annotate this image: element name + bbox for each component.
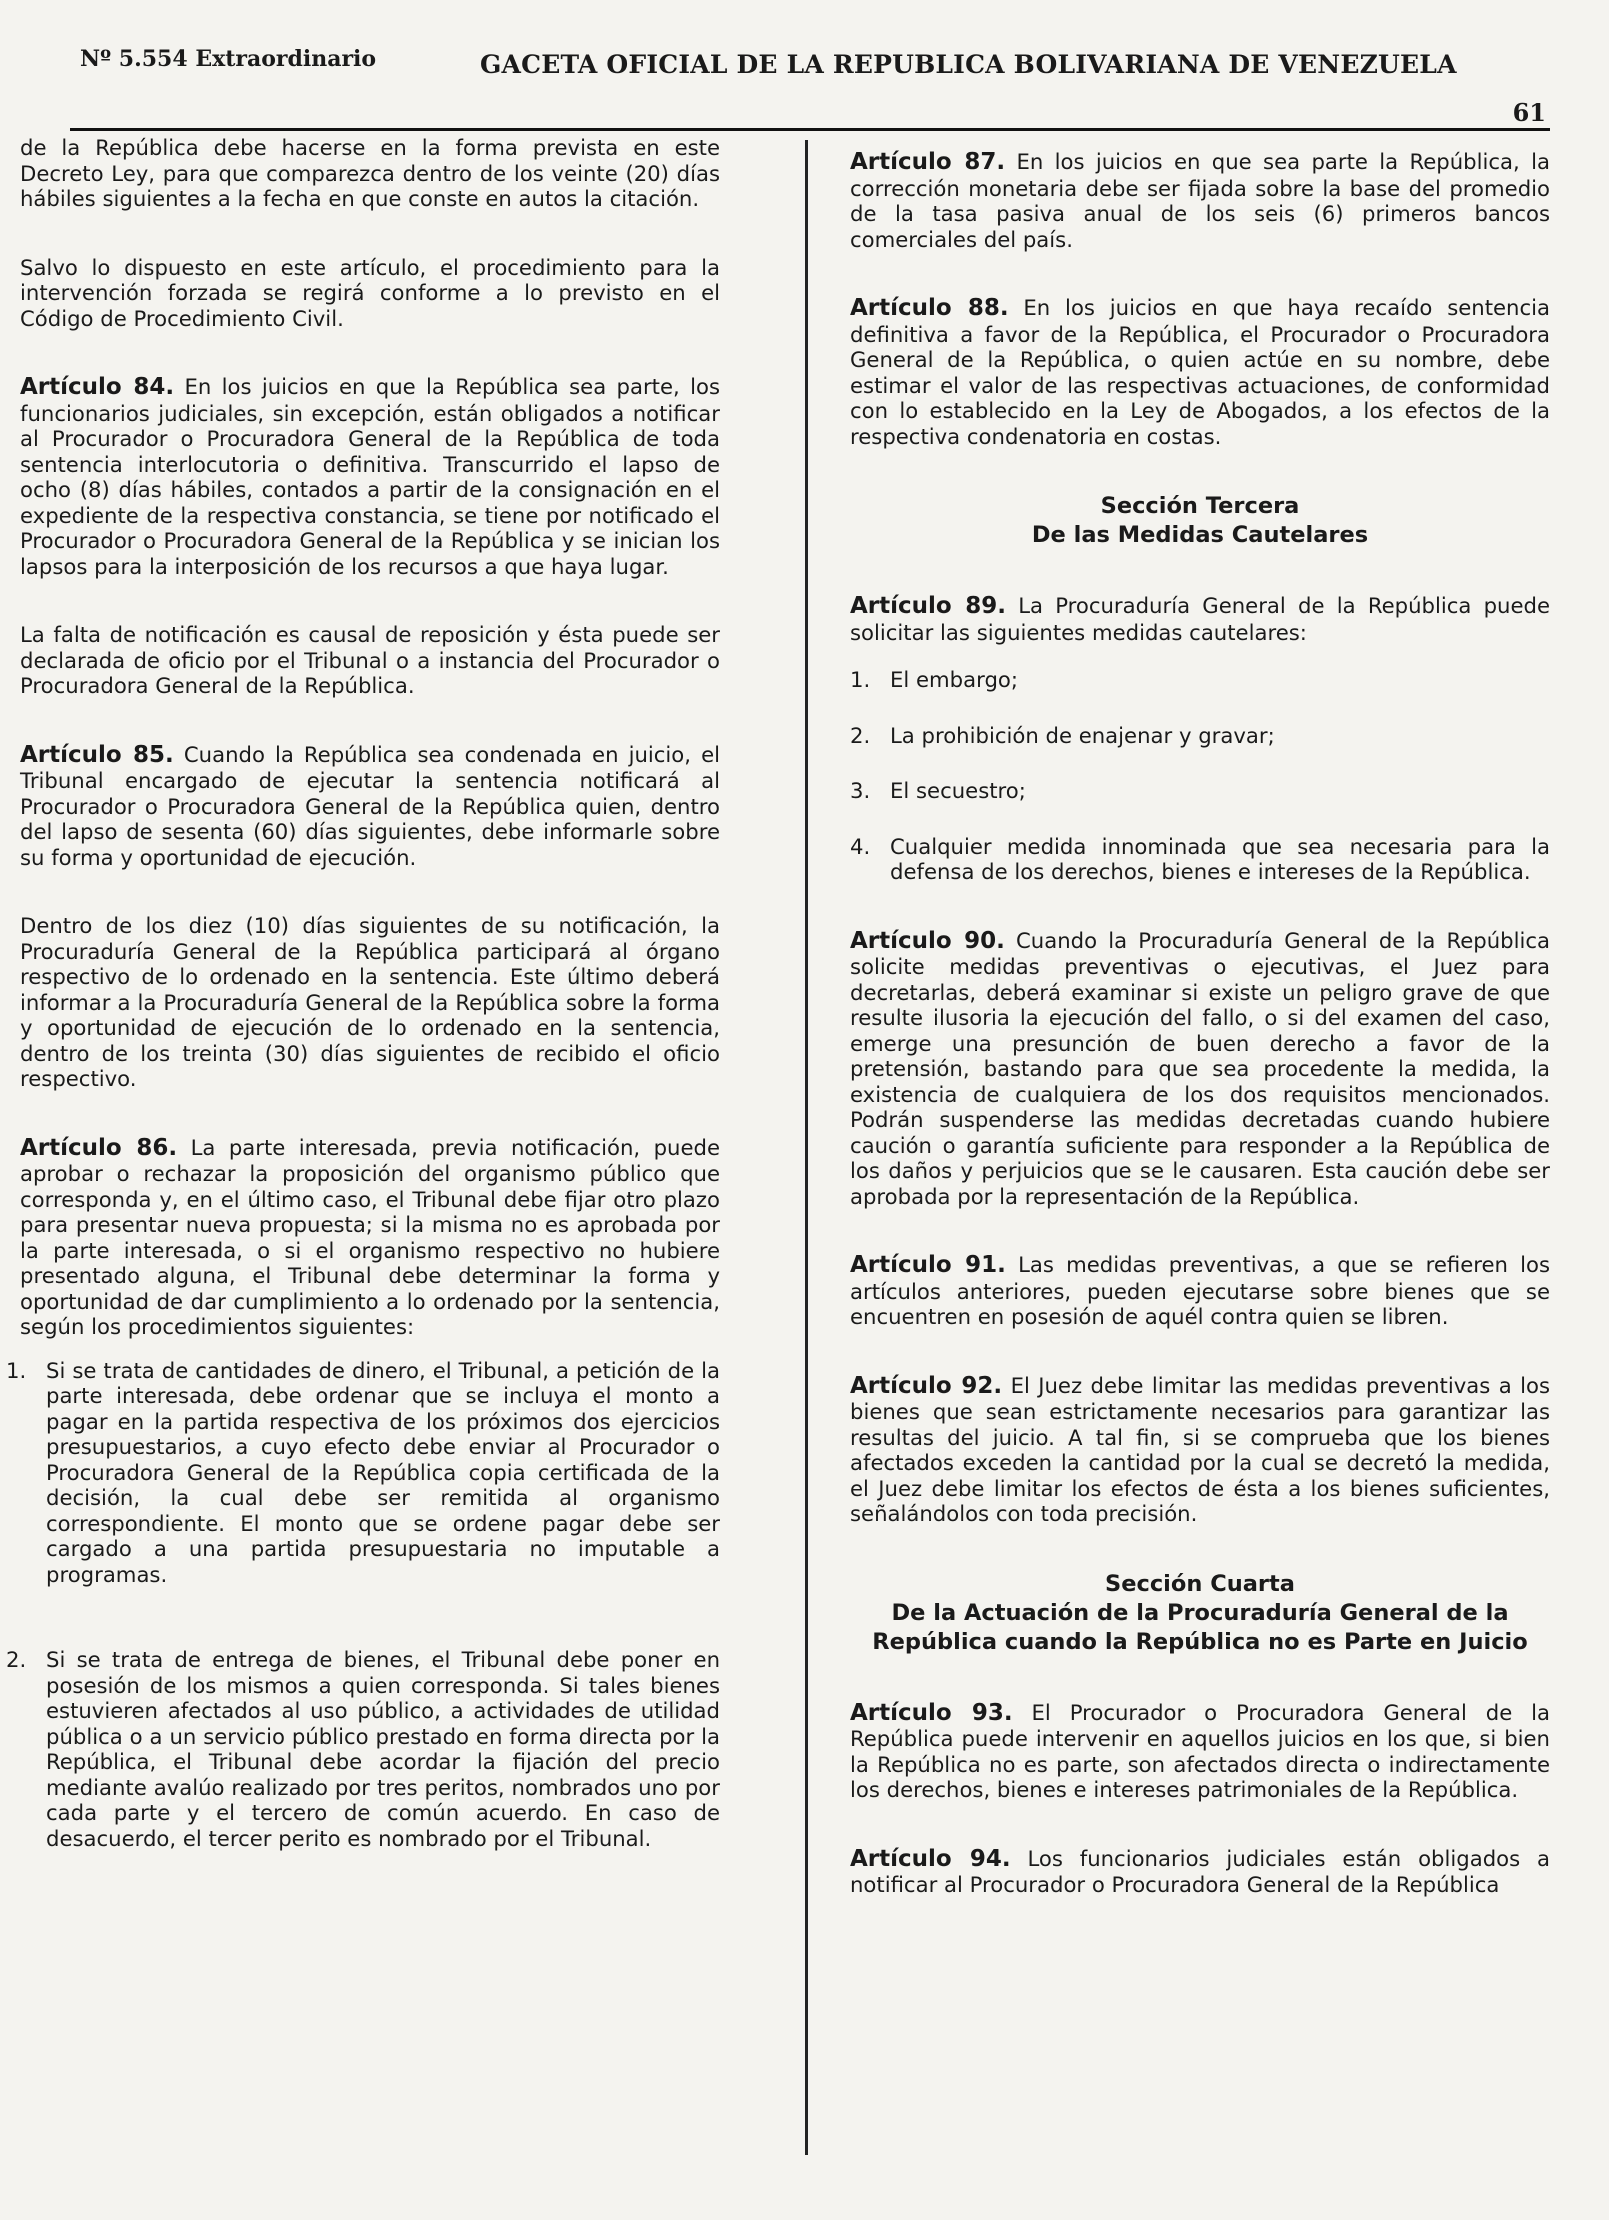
article-label: Artículo 92. bbox=[850, 1372, 1003, 1399]
list-text: El embargo; bbox=[890, 667, 1019, 692]
section-heading bbox=[850, 492, 1550, 550]
list-number: 1. bbox=[850, 667, 871, 692]
article-text: Cuando la República sea condenada en juicio, el Tribunal encargado de ejecutar la sentencia notificará al Procurador o Procuradora General de la República quien, dentro del lapso de sesenta (60) días siguientes, debe informarle sobre su forma y oportunidad de ejecución. bbox=[20, 741, 720, 870]
article-86 bbox=[20, 1135, 720, 1340]
article-text: Las medidas preventivas, a que se refieren los artículos anteriores, pueden ejecutarse sobre bienes que se encuentren en posesión de aquél contra quien se libren. bbox=[850, 1252, 1551, 1329]
article-text: El Juez debe limitar las medidas preventivas a los bienes que sean estrictamente necesarios para garantizar las resultas del juicio. A tal fin, si se comprueba que los bienes afectados exceden la cantidad por la cual se decretó la medida, el Juez debe limitar los efectos de ésta a los bienes suficientes, señalándolos con toda precisión. bbox=[850, 1372, 1550, 1526]
list-text: El secuestro; bbox=[890, 778, 1026, 803]
list-item bbox=[850, 778, 1550, 804]
list-text: Si se trata de cantidades de dinero, el Tribunal, a petición de la parte interesada, debe ordenar que se incluya el monto a pagar en la partida respectiva de los próximos dos ejercicios presupuestarios, a cuyo efecto debe enviar al Procurador o Procuradora General de la República copia certificada de la decisión, la cual debe ser remitida al organismo correspondiente. El monto que se ordene pagar debe ser cargado a una partida presupuestaria no imputable a programas. bbox=[46, 1357, 720, 1587]
article-88 bbox=[850, 295, 1550, 449]
article-label: Artículo 86. bbox=[20, 1134, 178, 1161]
right-column bbox=[850, 135, 1550, 1898]
page-header bbox=[70, 40, 1550, 130]
column-divider bbox=[805, 140, 808, 2155]
list-number: 2. bbox=[6, 1647, 27, 1672]
article-text: El Procurador o Procuradora General de la República puede intervenir en aquellos juicios en los que, si bien la República no es parte, son afectados directa o indirectamente los derechos, bienes e intereses patrimoniales de la República. bbox=[850, 1699, 1551, 1802]
list-text: Si se trata de entrega de bienes, el Tribunal debe poner en posesión de los mismos a quien corresponda. Si tales bienes estuvieren afectados al uso público, a actividades de utilidad pública o a un servicio público prestado en forma directa por la República, el Tribunal debe acordar la fijación del precio mediante avalúo realizado por tres peritos, nombrados uno por cada parte y el tercero de común acuerdo. En caso de desacuerdo, el tercer perito es nombrado por el Tribunal. bbox=[46, 1647, 720, 1851]
article-label: Artículo 85. bbox=[20, 741, 174, 768]
article-label: Artículo 88. bbox=[850, 295, 1009, 321]
section-title: Sección Cuarta bbox=[1105, 1570, 1295, 1597]
gazette-title: GACETA OFICIAL DE LA REPUBLICA BOLIVARIANA DE VENEZUELA bbox=[480, 50, 1457, 79]
article-85 bbox=[20, 742, 720, 871]
article-label: Artículo 90. bbox=[850, 927, 1005, 954]
list-item bbox=[850, 723, 1550, 749]
list-number: 1. bbox=[6, 1357, 27, 1383]
list-number: 3. bbox=[850, 778, 871, 803]
section-subtitle: De la Actuación de la Procuraduría General de la bbox=[891, 1599, 1509, 1626]
article-label: Artículo 84. bbox=[20, 374, 175, 400]
article-text: Cuando la Procuraduría General de la República solicite medidas preventivas o ejecutivas, el Juez para decretarlas, deberá examinar si existe un peligro grave de que resulte ilusoria la ejecución del fallo, o si del examen del caso, emerge una presunción de buen derecho a favor de la pretensión, bastando para que sea procedente la medida, la existencia de cualquiera de los dos requisitos mencionados. Podrán suspenderse las medidas decretadas cuando hubiere caución o garantía suficiente para responder a la República de los daños y perjuicios que se le causaren. Esta caución debe ser aprobada por la representación de la República. bbox=[850, 927, 1550, 1209]
article-87 bbox=[850, 149, 1550, 252]
left-column bbox=[6, 135, 721, 1894]
paragraph: Salvo lo dispuesto en este artículo, el procedimiento para la intervención forzada se regirá conforme a lo previsto en el Código de Procedimiento Civil. bbox=[20, 254, 720, 331]
article-label: Artículo 93. bbox=[850, 1699, 1013, 1726]
article-89 bbox=[850, 593, 1550, 645]
list-item bbox=[6, 1358, 720, 1588]
article-text: En los juicios en que haya recaído sentencia definitiva a favor de la República, el Procurador o Procuradora General de la República, o quien actúe en su nombre, debe estimar el valor de las respectivas actuaciones, de conformidad con lo establecido en la Ley de Abogados, a los efectos de la respectiva condenatoria en costas. bbox=[850, 295, 1551, 449]
header-rule bbox=[70, 128, 1550, 131]
article-86-list bbox=[6, 1358, 720, 1852]
article-91 bbox=[850, 1252, 1550, 1330]
article-text: En los juicios en que sea parte la República, la corrección monetaria debe ser fijada sobre la base del promedio de la tasa pasiva anual de los seis (6) primeros bancos comerciales del país. bbox=[850, 149, 1550, 252]
section-heading bbox=[850, 1570, 1550, 1657]
article-text: La parte interesada, previa notificación, puede aprobar o rechazar la proposición del organismo público que corresponda y, en el último caso, el Tribunal debe fijar otro plazo para presentar nueva propuesta; si la misma no es aprobada por la parte interesada, o si el organismo respectivo no hubiere presentado alguna, el Tribunal debe determinar la forma y oportunidad de dar cumplimiento a lo ordenado por la sentencia, según los procedimientos siguientes: bbox=[20, 1134, 721, 1339]
article-label: Artículo 87. bbox=[850, 149, 1006, 175]
article-94 bbox=[850, 1846, 1550, 1898]
list-item bbox=[6, 1647, 720, 1851]
list-number: 4. bbox=[850, 833, 871, 859]
paragraph: Dentro de los diez (10) días siguientes de su notificación, la Procuraduría General de la República participará al órgano respectivo de lo ordenado en la sentencia. Este último deberá informar a la Procuraduría General de la República sobre la forma y oportunidad de ejecución de lo ordenado en la sentencia, dentro de los treinta (30) días siguientes de recibido el oficio respectivo. bbox=[20, 913, 720, 1091]
paragraph: de la República debe hacerse en la forma prevista en este Decreto Ley, para que comparezca dentro de los veinte (20) días hábiles siguientes a la fecha en que conste en autos la citación. bbox=[20, 135, 720, 211]
list-number: 2. bbox=[850, 722, 871, 748]
article-93 bbox=[850, 1700, 1550, 1803]
article-label: Artículo 91. bbox=[850, 1252, 1006, 1278]
article-text: En los juicios en que la República sea parte, los funcionarios judiciales, sin excepción, están obligados a notificar al Procurador o Procuradora General de la República de toda sentencia interlocutoria o definitiva. Transcurrido el lapso de ocho (8) días hábiles, contados a partir de la consignación en el expediente de la respectiva constancia, se tiene por notificado el Procurador o Procuradora General de la República y se inician los lapsos para la interposición de los recursos a que haya lugar. bbox=[20, 374, 720, 579]
article-89-list bbox=[850, 667, 1550, 885]
article-label: Artículo 94. bbox=[850, 1845, 1011, 1872]
section-subtitle: República cuando la República no es Parte en Juicio bbox=[872, 1628, 1528, 1655]
list-text: Cualquier medida innominada que sea necesaria para la defensa de los derechos, bienes e intereses de la República. bbox=[890, 833, 1550, 884]
list-item bbox=[850, 834, 1550, 885]
page-number: 61 bbox=[1512, 98, 1546, 127]
article-90 bbox=[850, 928, 1550, 1210]
section-title: Sección Tercera bbox=[1100, 493, 1300, 519]
article-label: Artículo 89. bbox=[850, 593, 1006, 619]
article-text: Los funcionarios judiciales están obligados a notificar al Procurador o Procuradora General de la República bbox=[850, 1845, 1550, 1897]
section-subtitle: De las Medidas Cautelares bbox=[1031, 522, 1369, 548]
article-text: La Procuraduría General de la República puede solicitar las siguientes medidas cautelares: bbox=[850, 593, 1551, 645]
list-item bbox=[850, 667, 1550, 693]
article-84 bbox=[20, 374, 720, 579]
paragraph: La falta de notificación es causal de reposición y ésta puede ser declarada de oficio por el Tribunal o a instancia del Procurador o Procuradora General de la República. bbox=[20, 622, 720, 698]
issue-number: Nº 5.554 Extraordinario bbox=[80, 46, 377, 72]
list-text: La prohibición de enajenar y gravar; bbox=[890, 722, 1275, 748]
article-92 bbox=[850, 1373, 1550, 1527]
